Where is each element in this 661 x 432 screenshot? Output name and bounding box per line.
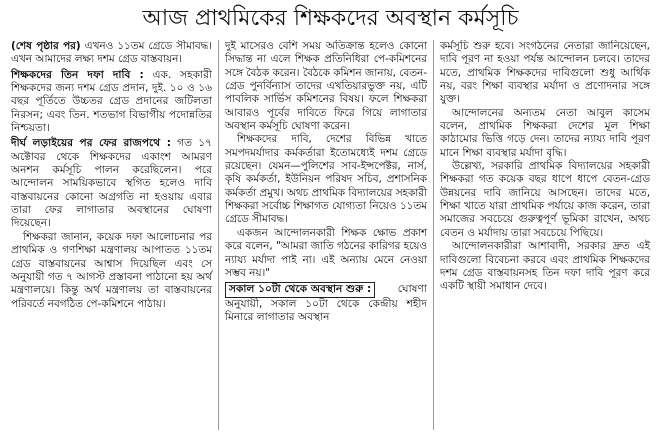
subsection-start-time <box>225 282 427 324</box>
subhead-label: দীর্ঘ লড়াইয়ের পর ফের রাজপথে : <box>11 137 171 150</box>
subsection-streets <box>11 137 212 230</box>
paragraph-text: ঘোষণা অনুযায়ী, সকাল ১০টা থেকে কেন্দ্রীয় শহীদ মিনারে লাগাতার অবস্থান <box>225 283 427 323</box>
article-headline <box>0 0 661 38</box>
subsection-demands <box>11 69 212 136</box>
column-2 <box>218 40 433 430</box>
column-1 <box>5 40 218 430</box>
paragraph-text: এক. সহকারী শিক্ষকদের জন্য দশম গ্রেড প্রদান, দুই. ১০ ও ১৬ বছর পূর্তিতে উচ্চতর গ্রেড প্রদানের জটিলতা নিরসন; এবং তিন. শতভাগ বিভাগীয় পদোন্নতির নিশ্চয়তা। <box>11 68 212 135</box>
paragraph: শিক্ষকরা জানান, কয়েক দফা আলোচনার পর প্রাথমিক ও গণশিক্ষা মন্ত্রণালয় আপাতত ১১তম গ্রেড বাস্তবায়নের আশ্বাস দিয়েছিল এবং সে অনুযায়ী গত ৭ আগস্ট প্রস্তাবনা পাঠানো হয় অর্থ মন্ত্রণালয়ে। কিন্তু অর্থ মন্ত্রণালয় তা বাস্তবায়নের পরিবর্তে নবগঠিত পে-কমিশনে পাঠায়। <box>11 230 212 310</box>
subhead-label: শিক্ষকদের তিন দফা দাবি : <box>11 68 144 81</box>
paragraph: শিক্ষকদের দাবি, দেশের বিভিন্ন খাতে সমপদমর্যাদার কর্মকর্তারা ইতোমধ্যেই দশম গ্রেডে রয়েছেন। যেমন—পুলিশের সাব-ইন্সপেক্টর, নার্স, কৃষি কর্মকর্তা, ইউনিয়ন পরিষদ সচিব, প্রশাসনিক কর্মকর্তা প্রমুখ। অথচ প্রাথমিক বিদ্যালয়ের সহকারী শিক্ষকরা সর্বোচ্চ শিক্ষাগত যোগ্যতা নিয়েও ১১তম গ্রেডে সীমাবদ্ধ। <box>225 133 427 226</box>
paragraph: উল্লেখ্য, সরকারি প্রাথমিক বিদ্যালয়ের সহকারী শিক্ষকরা গত কয়েক বছর ধাপে ধাপে বেতন-গ্রেড উন্নয়নের দাবি জানিয়ে আসছেন। তাদের মতে, শিক্ষা খাতে যারা প্রাথমিক পর্যায়ে কাজ করেন, তারা সমাজের সবচেয়ে গুরুত্বপূর্ণ ভূমিকা রাখেন, অথচ বেতন ও মর্যাদায় তারা সবচেয়ে পিছিয়ে। <box>440 160 650 239</box>
paragraph: আন্দোলনকারীরা আশাবাদী, সরকার দ্রুত এই দাবিগুলো বিবেচনা করবে এবং প্রাথমিক শিক্ষকদের দশম গ্রেড বাস্তবায়নসহ তিন দফা দাবি পূরণ করে একটি স্থায়ী সমাধান দেবে। <box>440 240 650 293</box>
continuation-marker: (শেষ পৃষ্ঠার পর) <box>11 40 81 52</box>
headline-text: আজ প্রাথমিকের শিক্ষকদের অবস্থান কর্মসূচি <box>142 6 519 31</box>
paragraph: কর্মসূচি শুরু হবে। সংগঠনের নেতারা জানিয়েছেন, দাবি পূরণ না হওয়া পর্যন্ত আন্দোলন চলবে। তাদের মতে, প্রাথমিক শিক্ষকদের দাবিগুলো শুধু আর্থিক নয়, বরং শিক্ষা ব্যবস্থার মর্যাদা ও প্রণোদনার সঙ্গে যুক্ত। <box>440 40 650 106</box>
paragraph-text: গত ১৭ অক্টোবর থেকে শিক্ষকদের একাংশ আমরণ অনশন কর্মসূচি পালন করেছিলেন। পরে আন্দোলন সাময়িকভাবে স্থগিত হলেও দাবি বাস্তবায়নের কোনো অগ্রগতি না হওয়ায় এবার তারা ফের লাগাতার অবস্থানের ঘোষণা দিয়েছেন। <box>11 137 212 230</box>
paragraph: আন্দোলনের অন্যতম নেতা আবুল কাসেম বলেন, প্রাথমিক শিক্ষকরা দেশের মূল শিক্ষা কাঠামোর ভিত্তি গড়ে দেন। তাদের ন্যায্য দাবি পূরণ মানে শিক্ষা ব্যবস্থার মর্যাদা বৃদ্ধি। <box>440 106 650 159</box>
paragraph <box>11 40 212 67</box>
paragraph-text: এখনও ১১তম গ্রেডে সীমাবদ্ধ। এখন আমাদের লক্ষ্য দশম গ্রেড বাস্তবায়ন। <box>11 40 212 66</box>
paragraph: একজন আন্দোলনকারী শিক্ষক ক্ষোভ প্রকাশ করে বলেন, "আমরা জাতি গঠনের কারিগর হয়েও ন্যায্য মর্যাদা পাই না। এই অন্যায় মেনে নেওয়া সম্ভব নয়।" <box>225 226 428 279</box>
column-3 <box>433 40 656 430</box>
subhead-label: সকাল ১০টা থেকে অবস্থান শুরু : <box>225 282 375 297</box>
paragraph: দুই মাসেরও বেশি সময় অতিক্রান্ত হলেও কোনো সিদ্ধান্ত না এলে শিক্ষক প্রতিনিধিরা পে-কমিশনের সঙ্গে বৈঠক করেন। বৈঠকে কমিশন জানায়, বেতন-গ্রেড পুনর্বিন্যাস তাদের এখতিয়ারভুক্ত নয়, এটি পাবলিক সার্ভিস কমিশনের বিষয়। ফলে শিক্ষকরা আবারও পূর্বের দাবিতে ফিরে গিয়ে লাগাতার অবস্থান কর্মসূচি ঘোষণা করেন। <box>225 40 427 133</box>
article-body <box>5 40 656 430</box>
